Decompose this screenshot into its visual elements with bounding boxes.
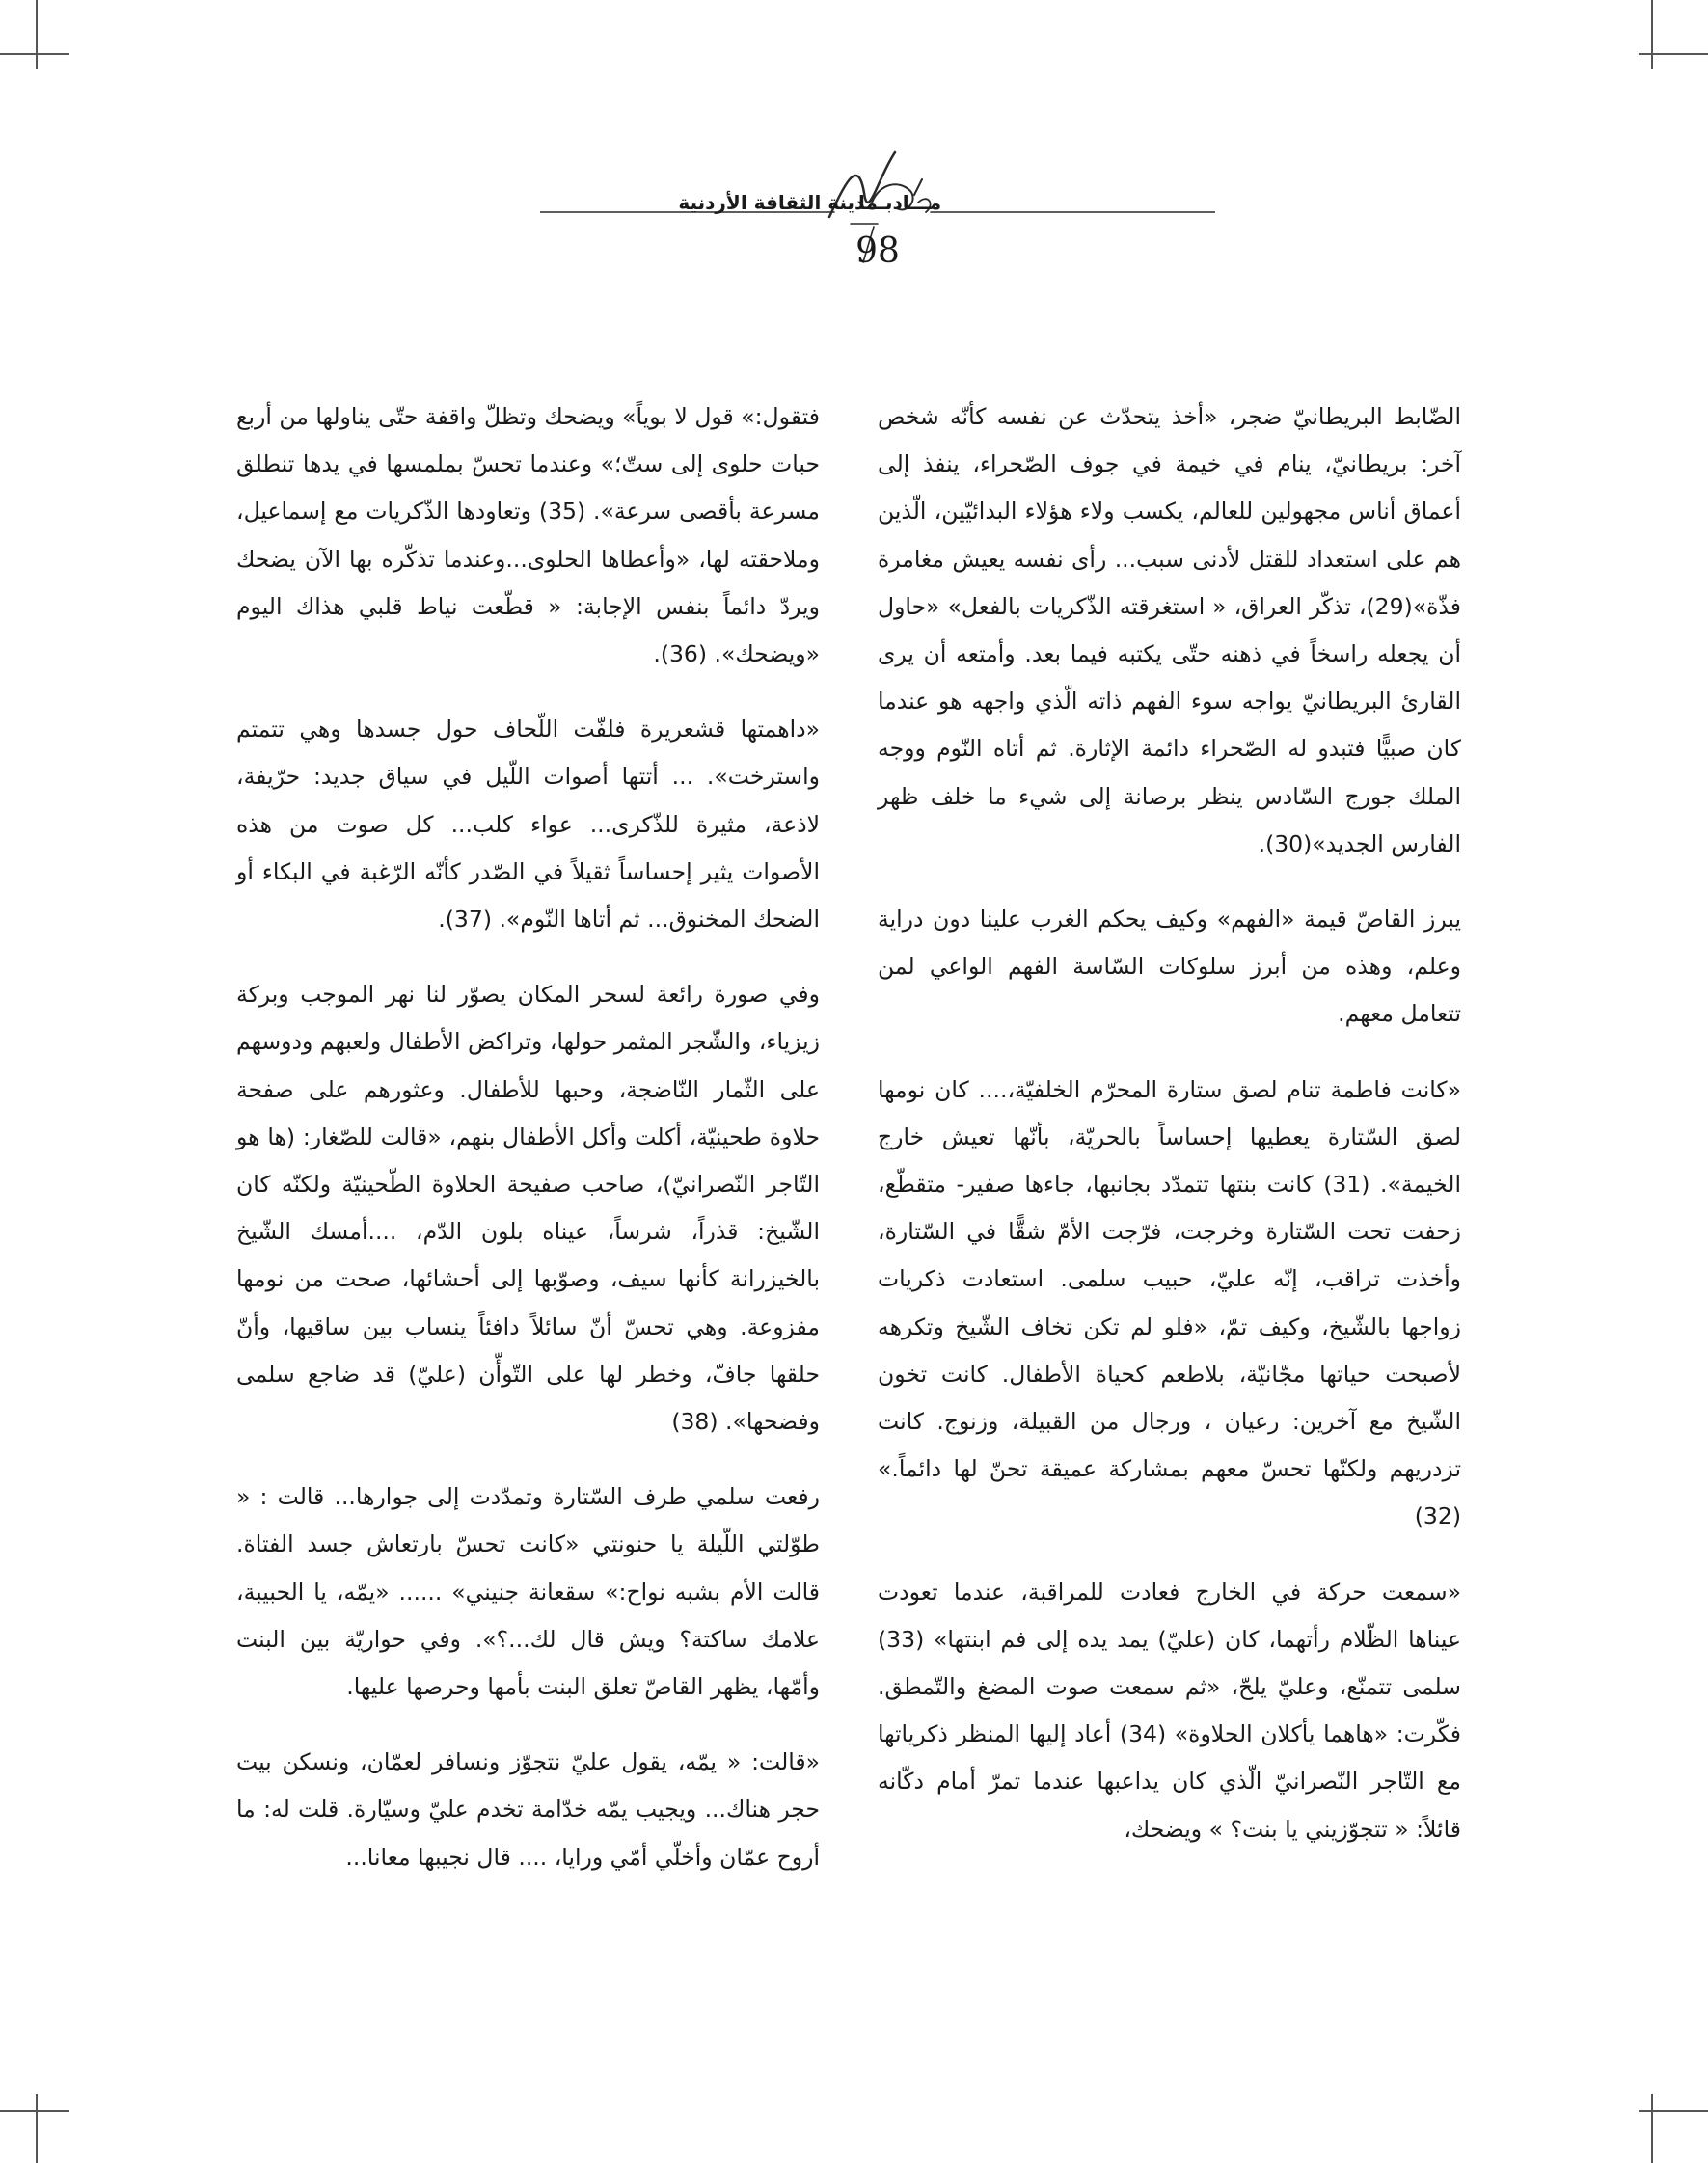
text-column-right — [878, 393, 1461, 1881]
series-name: مـــادبـــا — [858, 191, 942, 214]
paragraph: وفي صورة رائعة لسحر المكان يصوّر لنا نهر الموجب وبركة زيزياء، والشّجر المثمر حولها، وتراكض الأطفال ولعبهم ودوسهم على الثّمار النّاضجة، وحبها للأطفال. وعثورهم على صفحة حلاوة طحينيّة، أكلت وأكل الأطفال بنهم، «قالت للصّغار: (ها هو التّاجر النّصرانيّ)، صاحب صفيحة الحلاوة الطّحينيّة ولكنّه كان الشّيخ: قذراً، شرساً، عيناه بلون الدّم، ....أمسك الشّيخ بالخيزرانة كأنها سيف، وصوّبها إلى أحشائها، صحت من نومها مفزوعة. وهي تحسّ أنّ سائلاً دافئاً ينساب بين ساقيها، وأنّ حلقها جافّ، وخطر لها على التّوأّن (عليّ) قد ضاجع سلمى وفضحها». (38) — [236, 981, 820, 1436]
page-number: 98 — [855, 231, 900, 271]
text-column-left — [236, 393, 820, 1909]
paragraph: «سمعت حركة في الخارج فعادت للمراقبة، عندما تعودت عيناها الظّلام رأتهما، كان (عليّ) يمد يده إلى فم ابنتها» (33) سلمى تتمنّع، وعليّ يلحّ، «ثم سمعت صوت المضغ والتّمطق. فكّرت: «هاهما يأكلان الحلاوة» (34) أعاد إليها المنظر ذكرياتها مع التّاجر النّصرانيّ الّذي كان يداعبها عندما تمرّ أمام دكّانه قائلاً: « تتجوّزيني يا بنت؟ » ويضحك، — [878, 1578, 1461, 1843]
crop-mark-bottom-right — [1651, 2094, 1653, 2163]
crop-mark-top-right — [1651, 0, 1653, 69]
crop-mark-bottom-right-h — [1639, 2110, 1708, 2112]
crop-mark-top-left — [36, 0, 38, 69]
paragraph: رفعت سلمي طرف السّتارة وتمدّدت إلى جوارها... قالت : « طوّلتي اللّيلة يا حنونتي «كانت تحسّ بارتعاش جسد الفتاة. قالت الأم بشبه نواح:» سقعانة جنيني» ...... «يمّه، يا الحبيبة، علامك ساكتة؟ ويش قال لك...؟». وفي حواريّة بين البنت وأمّها، يظهر القاصّ تعلق البنت بأمها وحرصها عليها. — [236, 1483, 820, 1701]
paragraph: فتقول:» قول لا بوياً» ويضحك وتظلّ واقفة حتّى يناولها من أربع حبات حلوى إلى ستّ؛» وعندما تحسّ بملمسها في يدها تنطلق مسرعة بأقصى سرعة». (35) وتعاودها الذّكريات مع إسماعيل، وملاحقته لها، «وأعطاها الحلوى...وعندما تذكّره بها الآن يضحك ويردّ دائماً بنفس الإجابة: « قطّعت نياط قلبي هذاك اليوم «ويضحك». (36). — [236, 403, 821, 668]
crop-mark-top-right-h — [1639, 53, 1708, 55]
paragraph: «داهمتها قشعريرة فلفّت اللّحاف حول جسدها وهي تتمتم واسترخت». ... أتتها أصوات اللّيل في سياق جديد: حرّيفة، لاذعة، مثيرة للذّكرى... عواء كلب... كل صوت من هذه الأصوات يثير إحساساً ثقيلاً في الصّدر كأنّه الرّغبة في البكاء أو الضحك المخنوق... ثم أتاها النّوم». (37). — [236, 716, 820, 933]
paragraph: «كانت فاطمة تنام لصق ستارة المحرّم الخلفيّة،.... كان نومها لصق السّتارة يعطيها إحساساً بالحريّة، بأنّها تعيش خارج الخيمة». (31) كانت بنتها تتمدّد بجانبها، جاءها صفير- متقطّع، زحفت تحت السّتارة وخرجت، فرّجت الأمّ شقًّا في السّتارة، وأخذت تراقب، إنّه عليّ، حبيب سلمى. استعادت ذكريات زواجها بالشّيخ، وكيف تمّ، «فلو لم تكن تخاف الشّيخ وتكرهه لأصبحت حياتها مجّانيّة، بلاطعم كحياة الأطفال. كانت تخون الشّيخ مع آخرين: رعيان ، ورجال من القبيلة، وزنوج. كانت تزدريهم ولكنّها تحسّ معهم بمشاركة عميقة تحنّ لها دائماً.» (32) — [878, 1075, 1461, 1530]
paragraph: الضّابط البريطانيّ ضجر، «أخذ يتحدّث عن نفسه كأنّه شخص آخر: بريطانيّ، ينام في خيمة في جوف الصّحراء، ينفذ إلى أعماق أناس مجهولين للعالم، يكسب ولاء هؤلاء البدائيّين، الّذين هم على استعداد للقتل لأدنى سبب... رأى نفسه يعيش مغامرة فذّة»(29)، تذكّر العراق، « استغرقته الذّكريات بالفعل» «حاول أن يجعله راسخاً في ذهنه حتّى يكتبه فيما بعد. وأمتعه أن يرى القارئ البريطانيّ يواجه سوء الفهم ذاته الّذي واجهه هو عندما كان صبيًّا فتبدو له الصّحراء دائمة الإثارة. ثم أتاه النّوم ووجه الملك جورج السّادس ينظر برصانة إلى شيء ما خلف ظهر الفارس الجديد»(30). — [878, 403, 1461, 857]
running-title: مدينة الثقافة الأردنية — [678, 191, 878, 214]
crop-mark-top-left-h — [0, 53, 69, 55]
crop-mark-bottom-left-h — [0, 2110, 69, 2112]
crop-mark-bottom-left — [36, 2094, 38, 2163]
paragraph: يبرز القاصّ قيمة «الفهم» وكيف يحكم الغرب علينا دون دراية وعلم، وهذه من أبرز سلوكات السّاسة الفهم الواعي لمن تتعامل معهم. — [878, 906, 1461, 1028]
paragraph: «قالت: « يمّه، يقول عليّ نتجوّز ونسافر لعمّان، ونسكن بيت حجر هناك... ويجيب يمّه خدّامة تخدم عليّ وسيّارة. قلت له: ما أروح عمّان وأخلّي أمّي ورايا، .... قال نجيبها معانا... — [236, 1748, 820, 1871]
running-header — [540, 145, 1215, 289]
